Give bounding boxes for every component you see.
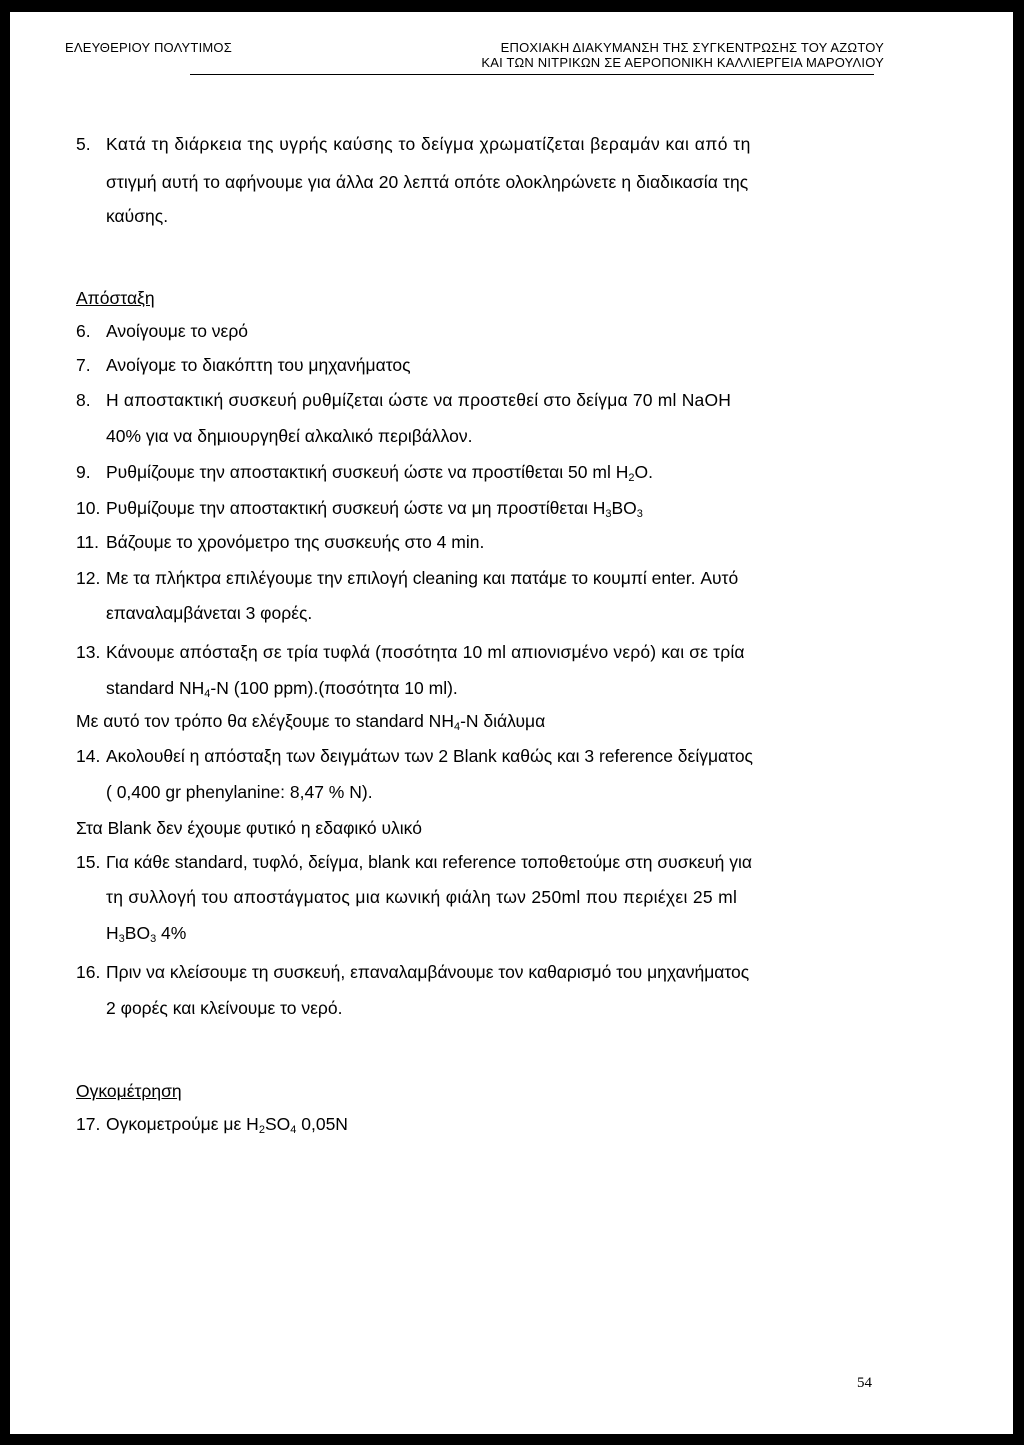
step-17-number: 17. xyxy=(76,1114,101,1134)
step-6-number: 6. xyxy=(76,321,91,341)
step-5-line-2: στιγμή αυτή το αφήνουμε για άλλα 20 λεπτά οπότε ολοκληρώνετε η διαδικασία της xyxy=(106,172,749,192)
step-12-line-1: Με τα πλήκτρα επιλέγουμε την επιλογή cleaning και πατάμε το κουμπί enter. Αυτό xyxy=(106,568,739,588)
step-7-number: 7. xyxy=(76,355,91,375)
step-14-line-2: ( 0,400 gr phenylanine: 8,47 % N). xyxy=(106,782,373,802)
step-8-line-1: Η αποστακτική συσκευή ρυθμίζεται ώστε να προστεθεί στο δείγμα 70 ml NaOH xyxy=(106,390,732,410)
step-15-line-1: Για κάθε standard, τυφλό, δείγμα, blank και reference τοποθετούμε στη συσκευή για xyxy=(106,852,752,872)
header-author: ΕΛΕΥΘΕΡΙΟΥ ΠΟΛΥΤΙΜΟΣ xyxy=(65,40,232,55)
step-12-line-2: επαναλαμβάνεται 3 φορές. xyxy=(106,603,313,623)
step-16-line-2: 2 φορές και κλείνουμε το νερό. xyxy=(106,998,343,1018)
step-14-note: Στα Blank δεν έχουμε φυτικό η εδαφικό υλικό xyxy=(76,818,422,838)
step-13-line-1: Κάνουμε απόσταξη σε τρία τυφλά (ποσότητα 10 ml απιονισμένο νερό) και σε τρία xyxy=(106,642,745,662)
step-14-number: 14. xyxy=(76,746,101,766)
step-6-text: Ανοίγουμε το νερό xyxy=(106,321,249,341)
step-11-text: Βάζουμε το χρονόμετρο της συσκευής στο 4 min. xyxy=(106,532,485,552)
step-8-number: 8. xyxy=(76,390,91,410)
header-title xyxy=(481,40,884,70)
header-title-line-1: ΕΠΟΧΙΑΚΗ ΔΙΑΚΥΜΑΝΣΗ ΤΗΣ ΣΥΓΚΕΝΤΡΩΣΗΣ ΤΟΥ ΑΖΩΤΟΥ xyxy=(500,40,884,55)
section-heading-distillation: Απόσταξη xyxy=(76,288,155,308)
step-5-number: 5. xyxy=(76,134,91,154)
section-heading-titration: Ογκομέτρηση xyxy=(76,1081,182,1101)
header-rule xyxy=(190,74,874,75)
step-9-text: Ρυθμίζουμε την αποστακτική συσκευή ώστε να προστίθεται 50 ml $H_2O$. xyxy=(106,462,653,484)
step-13-note: Με αυτό τον τρόπο θα ελέγξουμε το standard $NH_4-N$ διάλυμα xyxy=(76,711,546,733)
step-15-line-2: τη συλλογή του αποστάγματος μια κωνική φιάλη των 250ml που περιέχει 25 ml xyxy=(106,887,738,907)
step-16-number: 16. xyxy=(76,962,101,982)
step-15-number: 15. xyxy=(76,852,101,872)
step-10-text: Ρυθμίζουμε την αποστακτική συσκευή ώστε να μη προστίθεται $H_3BO_3$ xyxy=(106,498,643,520)
step-7-text: Ανοίγομε το διακόπτη του μηχανήματος xyxy=(106,355,411,375)
step-15-line-3: $H_3BO_3$ 4% xyxy=(106,923,187,945)
step-17-text: Ογκομετρούμε με $H_2SO_4$ 0,05N xyxy=(106,1114,348,1136)
step-13-number: 13. xyxy=(76,642,101,662)
step-11-number: 11. xyxy=(76,532,100,552)
page-number: 54 xyxy=(857,1375,872,1391)
step-9-number: 9. xyxy=(76,462,91,482)
step-8-line-2: 40% για να δημιουργηθεί αλκαλικό περιβάλλον. xyxy=(106,426,473,446)
header-title-line-2: ΚΑΙ ΤΩΝ ΝΙΤΡΙΚΩΝ ΣΕ ΑΕΡΟΠΟΝΙΚΗ ΚΑΛΛΙΕΡΓΕΙΑ ΜΑΡΟΥΛΙΟΥ xyxy=(481,55,884,70)
step-13-line-2: standard $NH_4-N$ (100 ppm).(ποσότητα 10 ml). xyxy=(106,678,458,700)
step-5-line-3: καύσης. xyxy=(106,206,169,226)
step-10-number: 10. xyxy=(76,498,101,518)
step-16-line-1: Πριν να κλείσουμε τη συσκευή, επαναλαμβάνουμε τον καθαρισμό του μηχανήματος xyxy=(106,962,750,982)
step-12-number: 12. xyxy=(76,568,101,588)
step-5-line-1: Κατά τη διάρκεια της υγρής καύσης το δείγμα χρωματίζεται βεραμάν και από τη xyxy=(106,134,751,154)
step-14-line-1: Ακολουθεί η απόσταξη των δειγμάτων των 2 Blank καθώς και 3 reference δείγματος xyxy=(106,746,753,766)
